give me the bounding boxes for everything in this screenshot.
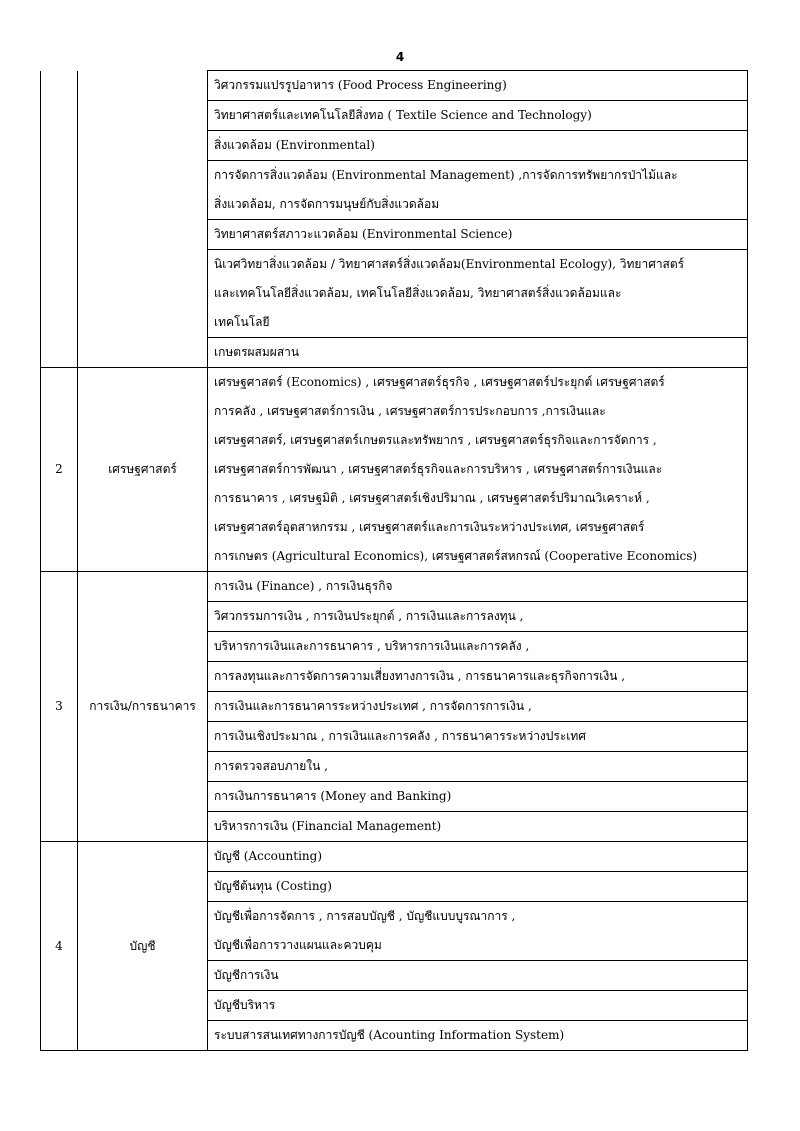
table-row xyxy=(41,368,748,572)
subject-table xyxy=(40,70,748,1051)
field-of-study-cell xyxy=(208,368,748,572)
field-of-study-line: การเกษตร (Agricultural Economics), เศรษฐศาสตร์สหกรณ์ (Cooperative Economics) xyxy=(214,549,698,563)
field-of-study-cell xyxy=(208,131,748,161)
field-of-study-line: เศรษฐศาสตร์, เศรษฐศาสตร์เกษตรและทรัพยากร , เศรษฐศาสตร์ธุรกิจและการจัดการ , xyxy=(214,433,657,447)
group-number: 2 xyxy=(41,368,78,572)
field-of-study-cell xyxy=(208,722,748,752)
field-of-study-line: การลงทุนและการจัดการความเสี่ยงทางการเงิน , การธนาคารและธุรกิจการเงิน , xyxy=(214,669,626,683)
field-of-study-cell xyxy=(208,961,748,991)
group-number: 4 xyxy=(41,842,78,1051)
field-of-study-line: บัญชีต้นทุน (Costing) xyxy=(214,879,332,893)
field-of-study-line: วิทยาศาสตร์สภาวะแวดล้อม (Environmental Science) xyxy=(214,227,513,241)
field-of-study-cell xyxy=(208,1021,748,1051)
group-name: บัญชี xyxy=(78,842,208,1051)
field-of-study-cell xyxy=(208,161,748,220)
field-of-study-line: การเงินเชิงประมาณ , การเงินและการคลัง , การธนาคารระหว่างประเทศ xyxy=(214,729,586,743)
field-of-study-line: สิ่งแวดล้อม, การจัดการมนุษย์กับสิ่งแวดล้อม xyxy=(214,197,440,211)
field-of-study-line: เทคโนโลยี xyxy=(214,315,270,329)
field-of-study-line: บริหารการเงินและการธนาคาร , บริหารการเงินและการคลัง , xyxy=(214,639,530,653)
field-of-study-line: เศรษฐศาสตร์อุตสาหกรรม , เศรษฐศาสตร์และการเงินระหว่างประเทศ, เศรษฐศาสตร์ xyxy=(214,520,645,534)
table-row xyxy=(41,842,748,872)
page-number: 4 xyxy=(395,50,405,64)
field-of-study-cell xyxy=(208,991,748,1021)
field-of-study-cell xyxy=(208,782,748,812)
field-of-study-line: บริหารการเงิน (Financial Management) xyxy=(214,819,442,833)
field-of-study-line: วิศวกรรมการเงิน , การเงินประยุกต์ , การเงินและการลงทุน , xyxy=(214,609,524,623)
field-of-study-cell xyxy=(208,250,748,338)
field-of-study-line: บัญชีการเงิน xyxy=(214,968,279,982)
table-row xyxy=(41,71,748,101)
field-of-study-line: บัญชีเพื่อการวางแผนและควบคุม xyxy=(214,938,382,952)
subject-table-body xyxy=(41,71,748,1051)
field-of-study-line: การเงินและการธนาคารระหว่างประเทศ , การจัดการการเงิน , xyxy=(214,699,532,713)
field-of-study-line: และเทคโนโลยีสิ่งแวดล้อม, เทคโนโลยีสิ่งแวดล้อม, วิทยาศาสตร์สิ่งแวดล้อมและ xyxy=(214,286,622,300)
field-of-study-cell xyxy=(208,71,748,101)
field-of-study-line: การคลัง , เศรษฐศาสตร์การเงิน , เศรษฐศาสตร์การประกอบการ ,การเงินและ xyxy=(214,404,606,418)
field-of-study-line: การเงิน (Finance) , การเงินธุรกิจ xyxy=(214,579,393,593)
field-of-study-line: การเงินการธนาคาร (Money and Banking) xyxy=(214,789,452,803)
field-of-study-line: เกษตรผสมผสาน xyxy=(214,345,300,359)
field-of-study-line: บัญชีบริหาร xyxy=(214,998,276,1012)
field-of-study-cell xyxy=(208,602,748,632)
field-of-study-cell xyxy=(208,692,748,722)
field-of-study-cell xyxy=(208,752,748,782)
field-of-study-line: วิศวกรรมแปรรูปอาหาร (Food Process Engineering) xyxy=(214,78,507,92)
field-of-study-cell xyxy=(208,338,748,368)
group-number: 3 xyxy=(41,572,78,842)
field-of-study-line: การจัดการสิ่งแวดล้อม (Environmental Management) ,การจัดการทรัพยากรป่าไม้และ xyxy=(214,168,678,182)
field-of-study-line: บัญชี (Accounting) xyxy=(214,849,323,863)
field-of-study-cell xyxy=(208,572,748,602)
field-of-study-cell xyxy=(208,812,748,842)
group-name: การเงิน/การธนาคาร xyxy=(78,572,208,842)
field-of-study-cell xyxy=(208,662,748,692)
field-of-study-line: วิทยาศาสตร์และเทคโนโลยีสิ่งทอ ( Textile Science and Technology) xyxy=(214,108,592,122)
field-of-study-line: นิเวศวิทยาสิ่งแวดล้อม / วิทยาศาสตร์สิ่งแวดล้อม(Environmental Ecology), วิทยาศาสตร์ xyxy=(214,257,685,271)
table-row xyxy=(41,572,748,602)
field-of-study-line: ระบบสารสนเทศทางการบัญชี (Acounting Information System) xyxy=(214,1028,565,1042)
field-of-study-cell xyxy=(208,220,748,250)
field-of-study-line: บัญชีเพื่อการจัดการ , การสอบบัญชี , บัญชีแบบบูรณาการ , xyxy=(214,909,516,923)
field-of-study-line: การตรวจสอบภายใน , xyxy=(214,759,328,773)
field-of-study-line: เศรษฐศาสตร์การพัฒนา , เศรษฐศาสตร์ธุรกิจและการบริหาร , เศรษฐศาสตร์การเงินและ xyxy=(214,462,663,476)
group-name xyxy=(78,71,208,368)
field-of-study-cell xyxy=(208,902,748,961)
field-of-study-line: การธนาคาร , เศรษฐมิติ , เศรษฐศาสตร์เชิงปริมาณ , เศรษฐศาสตร์ปริมาณวิเคราะห์ , xyxy=(214,491,650,505)
field-of-study-cell xyxy=(208,872,748,902)
group-number xyxy=(41,71,78,368)
field-of-study-cell xyxy=(208,101,748,131)
group-name: เศรษฐศาสตร์ xyxy=(78,368,208,572)
field-of-study-line: เศรษฐศาสตร์ (Economics) , เศรษฐศาสตร์ธุรกิจ , เศรษฐศาสตร์ประยุกต์ เศรษฐศาสตร์ xyxy=(214,375,665,389)
field-of-study-line: สิ่งแวดล้อม (Environmental) xyxy=(214,138,375,152)
field-of-study-cell xyxy=(208,632,748,662)
field-of-study-cell xyxy=(208,842,748,872)
